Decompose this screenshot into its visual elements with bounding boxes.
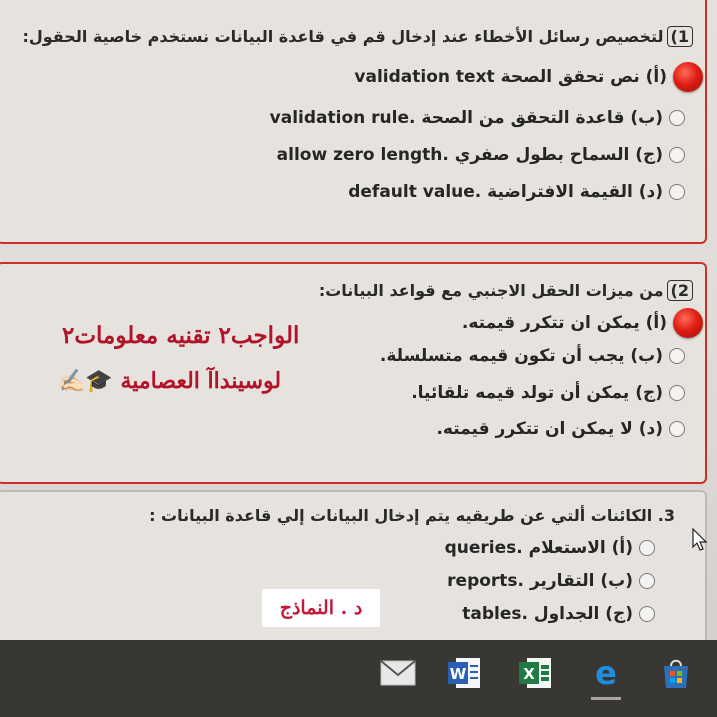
radio-button[interactable]	[639, 540, 655, 556]
question-2-title: 2)من ميزات الحقل الاجنبي مع قواعد البيانات:	[319, 280, 693, 301]
question-3-option-b[interactable]: (ب) التقارير reports.	[447, 571, 655, 591]
question-1-option-b[interactable]: (ب) قاعدة التحقق من الصحة validation rule.	[270, 108, 685, 128]
store-icon[interactable]	[655, 652, 697, 694]
overlay-title: الواجب٢ تقنيه معلومات٢	[62, 322, 300, 349]
question-2-option-a[interactable]: (أ) يمكن ان تتكرر قيمته.	[462, 308, 695, 338]
selected-radio[interactable]	[673, 308, 703, 338]
radio-button[interactable]	[669, 184, 685, 200]
radio-button[interactable]	[639, 606, 655, 622]
question-1-card	[0, 0, 707, 244]
radio-button[interactable]	[639, 573, 655, 589]
mail-icon[interactable]	[377, 652, 419, 694]
taskbar	[0, 640, 717, 717]
question-2-option-c[interactable]: (ج) يمكن أن تولد قيمه تلقائيا.	[411, 383, 685, 403]
caption-label: د . النماذج	[262, 589, 380, 627]
question-1-option-c[interactable]: (ج) السماح بطول صفري allow zero length.	[277, 145, 685, 165]
radio-button[interactable]	[669, 147, 685, 163]
radio-button[interactable]	[669, 385, 685, 401]
edge-icon[interactable]	[585, 652, 627, 694]
question-1-option-d[interactable]: (د) القيمة الافتراضية default value.	[348, 182, 685, 202]
overlay-author: لوسينداآ العصامية 🎓✍🏻	[58, 368, 282, 394]
svg-text:X: X	[523, 665, 535, 683]
question-1-option-a[interactable]: (أ) نص تحقق الصحة validation text	[354, 62, 695, 92]
question-1-title: 1)لتخصيص رسائل الأخطاء عند إدخال قم في قاعدة البيانات نستخدم خاصية الحقول:	[22, 26, 693, 47]
radio-button[interactable]	[669, 421, 685, 437]
svg-text:e: e	[595, 656, 617, 690]
question-2-option-b[interactable]: (ب) يجب أن تكون قيمه متسلسلة.	[380, 346, 685, 366]
mouse-pointer-icon	[692, 528, 708, 552]
selected-radio[interactable]	[673, 62, 703, 92]
graduation-cap-icon: 🎓✍🏻	[58, 368, 113, 394]
question-2-number: 2)	[667, 280, 693, 301]
question-3-option-a[interactable]: (أ) الاستعلام queries.	[445, 538, 655, 558]
svg-text:W: W	[449, 665, 467, 683]
word-icon[interactable]	[443, 652, 485, 694]
question-2-option-d[interactable]: (د) لا يمكن ان تتكرر قيمته.	[436, 419, 685, 439]
excel-icon[interactable]	[514, 652, 556, 694]
question-3-title: 3. الكائنات ألتي عن طريقيه يتم إدخال البيانات إلي قاعدة البيانات :	[149, 506, 675, 525]
question-1-number: 1)	[667, 26, 693, 47]
question-3-option-c[interactable]: (ج) الجداول tables.	[462, 604, 655, 624]
radio-button[interactable]	[669, 348, 685, 364]
radio-button[interactable]	[669, 110, 685, 126]
active-indicator	[591, 697, 621, 700]
